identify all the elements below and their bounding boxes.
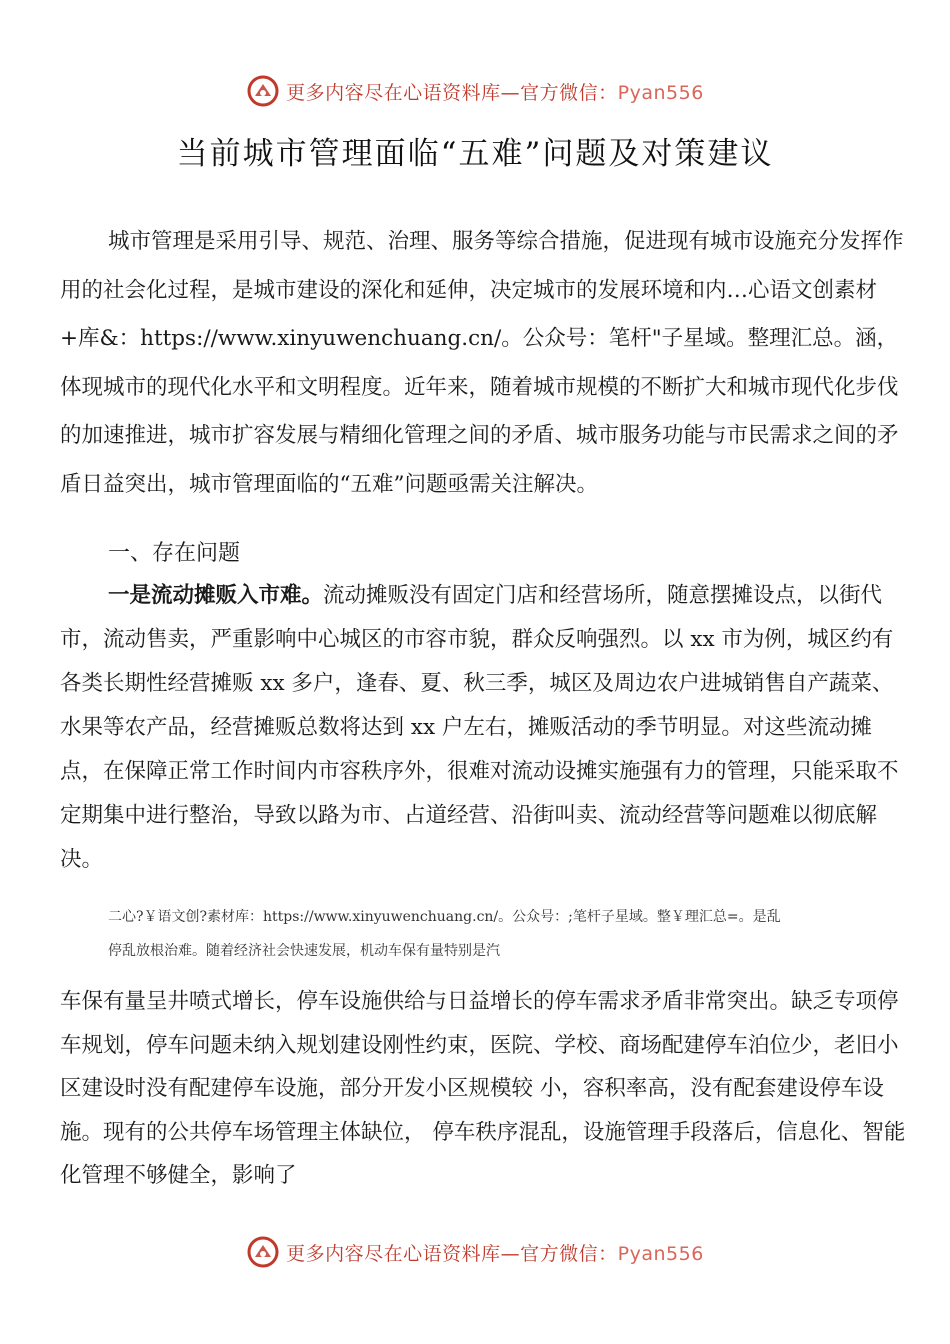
wechat-id: Pyan556: [617, 81, 704, 104]
banner-text: 更多内容尽在心语资料库—官方微信：Pyan556: [286, 81, 704, 104]
header-banner: [0, 74, 950, 108]
banner-text: 更多内容尽在心语资料库—官方微信：Pyan556: [286, 1242, 704, 1265]
paragraph-text: 流动摊贩没有固定门店和经营场所，随意摆摊设点，以街代市，流动售卖，严重影响中心城区的市容市貌，群众反响强烈。以 xx 市为例，城区约有各类长期性经营摊贩 xx 多户，逢春、夏、秋三季，城区及周边农户进城销售自产蔬菜、水果等农产品，经营摊贩总数将达到 xx 户左右，摊贩活动的季节明显。对这些流动摊点，在保障正常工作时间内市容秩序外，很难对流动设摊实施强有力的管理，只能采取不定期集中进行整治，导致以路为市、占道经营、沿街叫卖、流动经营等问题难以彻底解决。: [60, 583, 899, 872]
logo-icon: [246, 74, 280, 108]
paragraph-lead: 一是流动摊贩入市难。: [108, 583, 324, 608]
note-line-1: 二心?￥语文创?素材库：https://www.xinyuwenchuang.cn/。公众号：;笔杆子星域。整￥理汇总=。是乱: [108, 909, 781, 925]
paragraph-intro: 城市管理是采用引导、规范、治理、服务等综合措施，促进现有城市设施充分发挥作用的社会化过程，是城市建设的深化和延伸，决定城市的发展环境和内…心语文创素材+库&：https://www.xinyuwenchuang.cn/。公众号：笔杆"子星域。整理汇总。涵，体现城市的现代化水平和文明程度。近年来，随着城市规模的不断扩大和城市现代化步伐的加速推进，城市扩容发展与精细化管理之间的矛盾、城市服务功能与市民需求之间的矛盾日益突出，城市管理面临的“五难”问题亟需关注解决。: [60, 229, 904, 497]
section-heading: 一、存在问题: [108, 541, 241, 566]
footer-banner: [0, 1235, 950, 1269]
logo-icon: [246, 1235, 280, 1269]
wechat-id: Pyan556: [617, 1242, 704, 1265]
page-title: 当前城市管理面临“五难”问题及对策建议: [176, 136, 774, 172]
paragraph-vendors: [60, 574, 910, 882]
paragraph-parking: 车保有量呈井喷式增长，停车设施供给与日益增长的停车需求矛盾非常突出。缺乏专项停车规划，停车问题未纳入规划建设刚性约束，医院、学校、商场配建停车泊位少，老旧小区建设时没有配建停车设施，部分开发小区规模较 小，容积率高，没有配套建设停车设施。现有的公共停车场管理主体缺位， 停车秩序混乱，设施管理手段落后，信息化、智能化管理不够健全，影响了: [60, 989, 906, 1188]
note-line-2: 停乱放根治难。随着经济社会快速发展，机动车保有量特别是汽: [108, 943, 500, 959]
watermark-note: [108, 900, 928, 968]
